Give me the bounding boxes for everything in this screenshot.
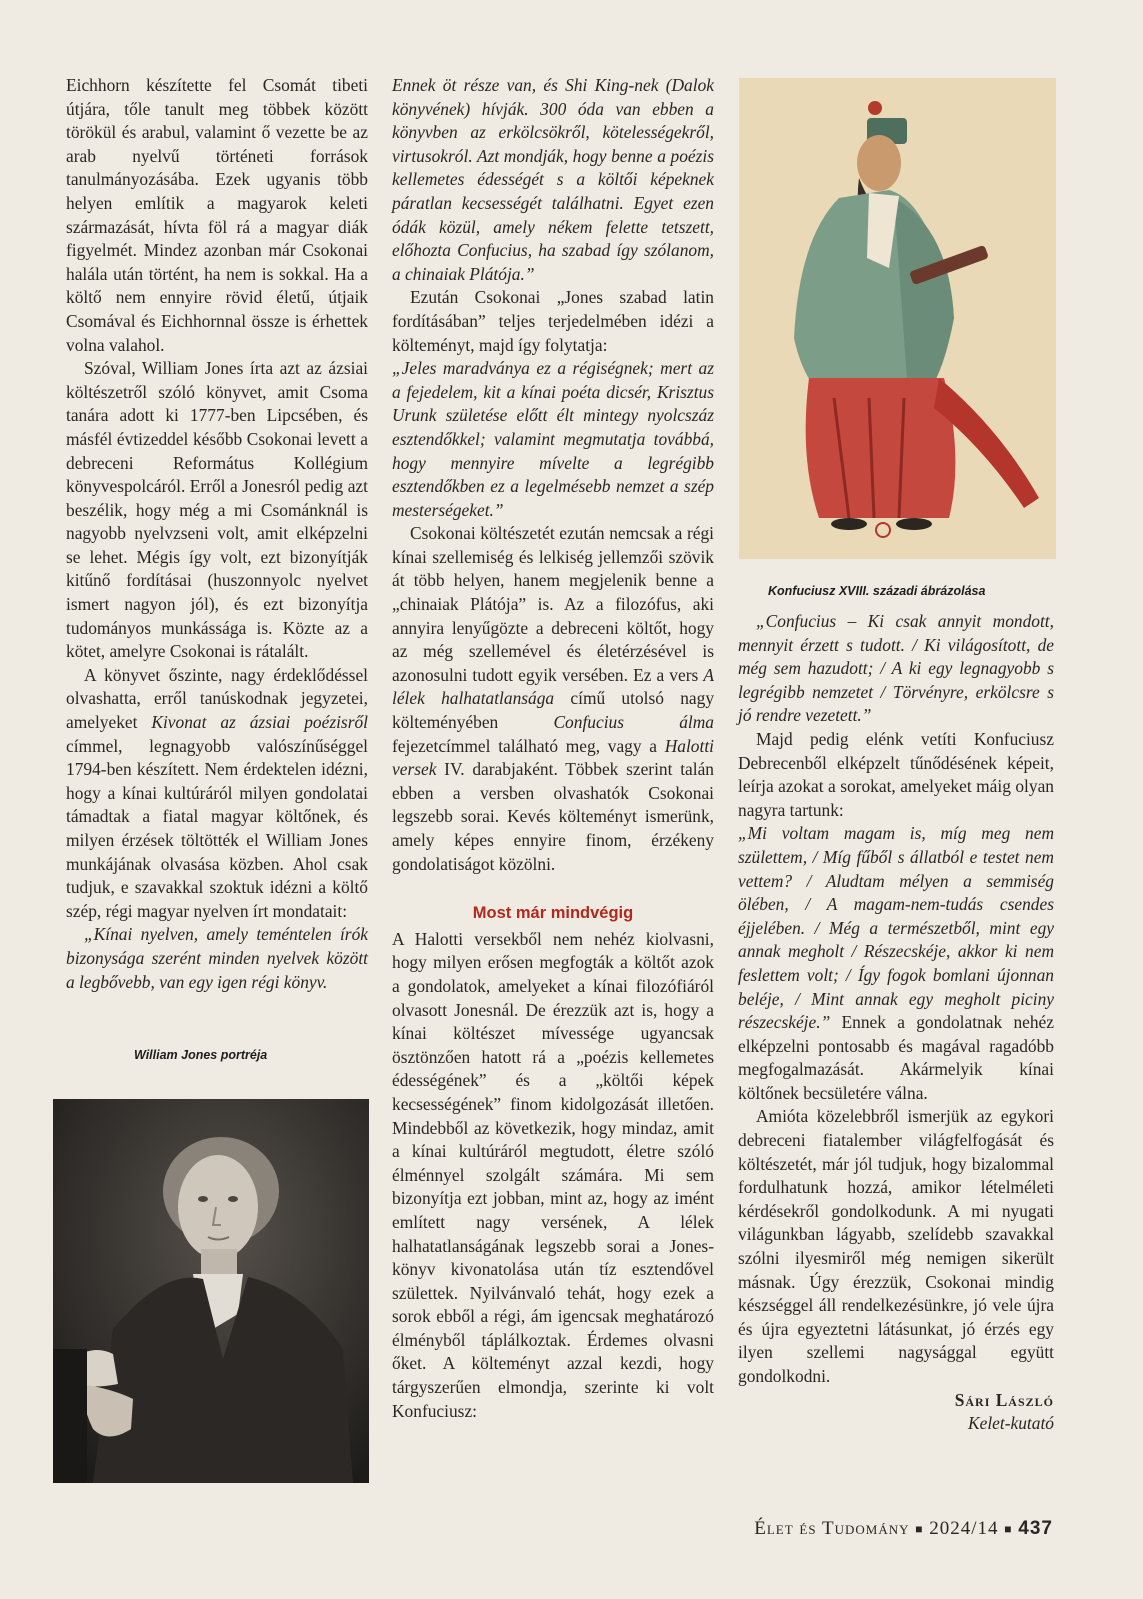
paragraph <box>66 664 368 924</box>
text-run: című utolsó nagy költeményében <box>392 688 715 733</box>
paragraph <box>392 522 714 876</box>
quote: „Kínai nyelven, amely teméntelen írók bizonysága szerént minden nyelvek között a legbővebb, van egy igen régi könyv. <box>66 924 368 992</box>
page-footer <box>754 1518 1053 1540</box>
section-heading: Most már mindvégig <box>472 904 634 923</box>
magazine-name: Élet és Tudomány <box>754 1518 910 1539</box>
text-run: Csokonai költészetét ezután nemcsak a régi kínai szellemiség és lelkiség jellemzői szövik át több helyen, hanem megjelenik benne a „chinaiak Plátója” is. Az a filozófus, aki annyira lenyűgözte a debreceni költőt, hogy az még szellemével és életérzésével is azonosulni tudott egyik versében. Ez a vers <box>392 523 714 685</box>
text-run: fejezetcímmel található meg, vagy a <box>392 735 665 756</box>
paragraph: Majd pedig elénk vetíti Konfuciusz Debrecenből elképzelt tűnődésének képeit, leírja azokat a sorokat, amelyeket máig olyan nagyra tartunk: <box>738 728 1054 820</box>
paragraph: Ezután Csokonai „Jones szabad latin fordításában” teljes terjedelmében idézi a költeményt, majd így folytatja: <box>392 287 714 355</box>
column-1 <box>66 74 368 994</box>
book-title: Kivonat az ázsiai poézisről <box>151 712 368 733</box>
quote: „Jeles maradványa ez a régiségnek; mert az a fejedelem, kit a kínai poéta dicsér, Krisztus Urunk születése előtt élt mintegy nyolcszáz esztendőkkel; valamint megmutatja továbbá, hogy mennyire mívelte a legrégibb esztendőkben ez a legelmésebb nemzet a szép mesterségeket.” <box>392 358 714 520</box>
confucius-illustration <box>739 78 1056 559</box>
column-3 <box>738 610 1054 1436</box>
william-jones-portrait <box>53 1099 369 1483</box>
page-number: 437 <box>1018 1518 1053 1539</box>
text-run: Ennek a gondolatnak nehéz elképzelni pontosabb és magával ragadóbb megfogalmazását. Akármelyik kínai költőnek becsületére válna. <box>738 1012 1054 1103</box>
confucius-caption: Konfuciusz XVIII. századi ábrázolása <box>768 584 986 598</box>
issue-number: 2024/14 <box>929 1518 999 1539</box>
quote: Ennek öt része van, és Shi King-nek (Dalok könyvének) hívják. 300 óda van ebben a könyvben az erkölcsökről, kötelességekről, virtusokról. Azt mondják, hogy benne a poézis kellemetes édességét s a költői képeknek páratlan kecsességét találhatni. Egyet ezen ódák közül, amely nékem felette tetszett, előhozta Confucius, ha szabad így szólanom, a chinaiak Plátója.” <box>392 75 714 284</box>
text-run: IV. darabjaként. Többek szerint talán ebben a versben olvashatók Csokonai legszebb sorai. Kevés költeményt ismerünk, amely képes ennyire finom, érzékeny gondolatiságot közölni. <box>392 759 714 874</box>
separator: ■ <box>915 1522 924 1537</box>
poem-title: Halotti versek <box>392 735 714 780</box>
separator: ■ <box>1004 1522 1013 1537</box>
author-role: Kelet-kutató <box>968 1413 1054 1434</box>
author-name: Sári László <box>954 1389 1054 1410</box>
paragraph <box>738 822 1054 1105</box>
text-run: címmel, legnagyobb valószínűséggel 1794-ben készített. Nem érdektelen idézni, hogy a kínai kultúráról milyen gondolatai támadtak a fiatal magyar költőnek, és milyen érzések töltötték el William Jones munkájának olvasása közben. Ahol csak tudjuk, e szavakkal szoktuk idézni a költő szép, régi magyar nyelven írt mondatait: <box>66 735 368 921</box>
column-2 <box>392 74 714 1423</box>
quote: „Confucius – Ki csak annyit mondott, mennyit érzett s tudott. / Ki világosított, de még sem hazudott; / A ki egy legnagyobb s legrégibb nemzetet / Törvényre, erkölcsre s jó rendre vezetett.” <box>738 611 1054 726</box>
paragraph: A Halotti versekből nem nehéz kiolvasni, hogy milyen erősen megfogták a költőt azok a gondolatok, amelyeket a kínai filozófiáról olvasott Jonesnál. De érezzük azt is, hogy a kínai költészet mívessége ugyancsak ösztönzően hatott rá a „poézis kellemetes édességének” és a „költői képek kecsességének” finom kidolgozását illetően. Mindebből az következik, hogy mindaz, amit a kínai kultúráról megtudott, életre szóló élménnyel szolgált számára. Mi sem bizonyítja ezt jobban, mint az, hogy az imént említett nagy versének, A lélek halhatatlanságának legszebb sorai a Jones-könyv kivonatolása után tíz esztendővel születtek. Nyilvánvaló tehát, hogy ezek a sorok ebből a régi, ám igencsak meghatározó élményből táplálkoztak. Érdemes olvasni őket. A költeményt azzal kezdi, hogy tárgyszerűen elmondja, szerinte ki volt Konfuciusz: <box>392 928 714 1421</box>
jones-portrait-caption: William Jones portréja <box>134 1048 268 1062</box>
quote: „Mi voltam magam is, míg meg nem születtem, / Míg fűből s állatból e testet nem vettem? / Aludtam mélyen a semmiség ölében, / A magam-nem-tudás csendes éjjelében. / Még a természetből, mint egy annak megholt / Részecskéje, akkor ki nem feslettem volt; / Így fogok bomlani újonnan beléje, / Mint annak egy megholt piciny részecskéje.” <box>738 823 1054 1033</box>
poem-title: A lélek halhatatlansága <box>392 664 714 709</box>
paragraph: Eichhorn készítette fel Csomát tibeti útjára, tőle tanult meg többek között törökül és arabul, valamint ő vezette be az arab nyelvű történeti források tanulmányozásába. Ezek ugyanis több helyen említik a magyarok keleti származását, hívta föl rá a magyar diák figyelmét. Mindez azonban már Csokonai halála után történt, ha nem is sokkal. Ha a költő nem ennyire rövid életű, útjaik Csomával és Eichhornnal össze is érhettek volna valahol. <box>66 75 368 355</box>
paragraph: Amióta közelebbről ismerjük az egykori debreceni fiatalember világfelfogását és költészetét, már jól tudjuk, hogy bizalommal fordulhatunk hozzá, amikor lételméleti kérdésekről gondolkodunk. A mi nyugati világunkban lágyabb, szelídebb szavakkal szólni ilyesmiről még nemigen sikerült másnak. Úgy érezzük, Csokonai mindig készséggel áll rendelkezésünkre, jó vele újra és újra egyeztetni látásunkat, jó érzés egy ilyen szellemi nagysággal együtt gondolkodni. <box>738 1106 1054 1386</box>
confucius-figure <box>739 78 1056 559</box>
chapter-title: Confucius álma <box>553 712 714 733</box>
paragraph: Szóval, William Jones írta azt az ázsiai költészetről szóló könyvet, amit Csoma tanára adott ki 1777-ben Lipcsében, és másfél évtizeddel később Csokonai levett a debreceni Református Kollégium könyvespolcáról. Erről a Jonesról pedig azt beszélik, hogy még a mi Csománknál is nagyobb nyelvzseni volt, amit elképzelni se lehet. Mégis így volt, ezt bizonyítják kitűnő fordításai (huszonnyolc nyelvet ismert nagyon jól), és ezt bizonyítja tudományos munkássága is. Közte az a kötet, amelyre Csokonai is rátalált. <box>66 358 368 662</box>
text-run: A könyvet őszinte, nagy érdeklődéssel olvashatta, erről tanúskodnak jegyzetei, amelyeket <box>66 664 368 733</box>
portrait-illustration <box>53 1099 369 1483</box>
